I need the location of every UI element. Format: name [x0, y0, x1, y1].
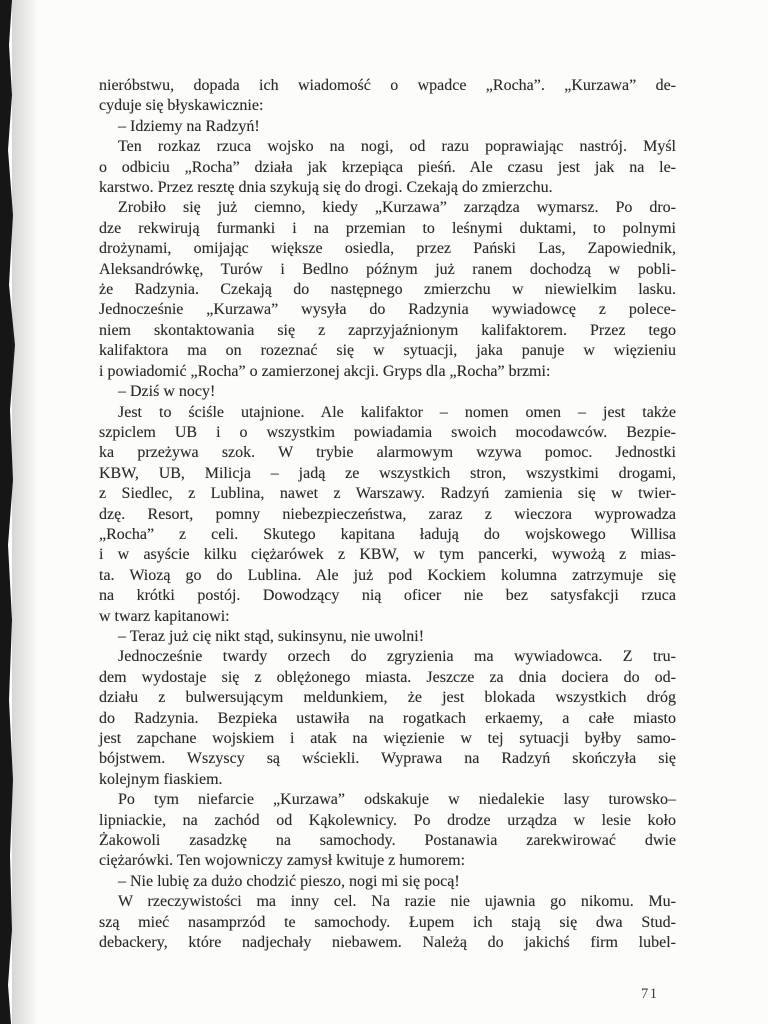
text-line: kolejnym fiaskiem.: [99, 770, 223, 788]
text-line: i powiadomić „Rocha” o zamierzonej akcji. Gryps dla „Rocha” brzmi:: [99, 362, 551, 380]
text-line: ciężarówki. Ten wojowniczy zamysł kwituje z humorem:: [99, 852, 466, 870]
text-line: – Teraz już cię nikt stąd, sukinsynu, nie uwolni!: [118, 627, 425, 645]
text-line: „Rocha” z celi. Skutego kapitana ładują do wojskowego Willisa: [99, 525, 676, 543]
text-line: W rzeczywistości ma inny cel. Na razie nie ujawnia go nikomu. Mu-: [118, 893, 676, 911]
text-line: dem wydostaje się z oblężonego miasta. Jeszcze za dnia dociera do od-: [99, 668, 676, 686]
text-line: w twarz kapitanowi:: [99, 607, 230, 625]
text-line: Jednocześnie twardy orzech do zgryzienia ma wywiadowca. Z tru-: [118, 648, 676, 666]
text-line: Aleksandrówkę, Turów i Bedlno późnym już ranem dochodzą w pobli-: [99, 260, 676, 278]
text-line: ta. Wiozą go do Lublina. Ale już pod Kockiem kolumna zatrzymuje się: [99, 566, 676, 584]
text-line: działu z bulwersującym meldunkiem, że jest blokada wszystkich dróg: [99, 689, 676, 707]
scan-edge-artifact: [0, 0, 18, 1024]
text-line: – Nie lubię za dużo chodzić pieszo, nogi mi się pocą!: [118, 872, 460, 890]
text-line: szpiclem UB i o wszystkim powiadamia swoich mocodawców. Bezpie-: [99, 423, 676, 441]
text-line: Jest to ściśle utajnione. Ale kalifaktor – nomen omen – jest także: [118, 403, 676, 421]
text-line: dzę. Resort, pomny niebezpieczeństwa, zaraz z wieczora wyprowadza: [99, 505, 676, 523]
text-line: Jednocześnie „Kurzawa” wysyła do Radzynia wywiadowcę z polece-: [99, 301, 676, 319]
text-line: że Radzynia. Czekają do następnego zmierzchu w niewielkim lasku.: [99, 281, 676, 299]
text-line: do Radzynia. Bezpieka ustawiła na rogatkach erkaemy, a całe miasto: [99, 709, 676, 727]
text-line: ka przeżywa szok. W trybie alarmowym wzywa pomoc. Jednostki: [99, 444, 676, 462]
text-line: Żakowoli zasadzkę na samochody. Postanawia zarekwirować dwie: [99, 832, 676, 850]
text-line: Po tym niefarcie „Kurzawa” odskakuje w niedalekie lasy turowsko–: [118, 791, 676, 809]
text-line: bójstwem. Wszyscy są wściekli. Wyprawa na Radzyń skończyła się: [99, 750, 676, 768]
text-line: na krótki postój. Dowodzący nią oficer nie bez satysfakcji rzuca: [99, 587, 676, 605]
text-line: KBW, UB, Milicja – jadą ze wszystkich stron, wszystkimi drogami,: [99, 464, 676, 482]
text-line: drożynami, omijając większe osiedla, przez Pański Las, Zapowiednik,: [99, 240, 676, 258]
text-line: jest zapchane wojskiem i atak na więzienie w tej sytuacji byłby samo-: [99, 730, 676, 747]
text-line: – Idziemy na Radzyń!: [118, 117, 260, 135]
text-line: – Dziś w nocy!: [118, 383, 216, 401]
text-line: Zrobiło się już ciemno, kiedy „Kurzawa” zarządza wymarsz. Po dro-: [118, 199, 676, 217]
text-line: o odbiciu „Rocha” działa jak krzepiąca pieśń. Ale czasu jest jak na le-: [99, 158, 676, 176]
text-line: kalifaktora ma on rozeznać się w sytuacji, jaka panuje w więzieniu: [99, 342, 676, 360]
text-line: karstwo. Przez resztę dnia szykują się do drogi. Czekają do zmierzchu.: [99, 179, 553, 197]
page-number: 71: [641, 986, 659, 1002]
text-line: debackery, które nadjechały niebawem. Należą do jakichś firm lubel-: [99, 934, 676, 952]
text-line: dze rekwirują furmanki i na przemian to leśnymi duktami, to polnymi: [99, 219, 676, 237]
text-line: nieróbstwu, dopada ich wiadomość o wpadce „Rocha”. „Kurzawa” de-: [99, 77, 676, 94]
text-line: niem skontaktowania się z zaprzyjaźnionym kalifaktorem. Przez tego: [99, 321, 676, 339]
text-line: z Siedlec, z Lublina, nawet z Warszawy. Radzyń zamienia się w twier-: [99, 485, 676, 503]
text-line: szą mieć nasamprzód te samochody. Łupem ich stają się dwa Stud-: [99, 913, 676, 931]
text-line: cyduje się błyskawicznie:: [99, 97, 264, 115]
text-line: lipniackie, na zachód od Kąkolewnicy. Po drodze urządza w lesie koło: [99, 811, 676, 829]
text-line: i w asyście kilku ciężarówek z KBW, w tym pancerki, wywożą z mias-: [99, 546, 676, 564]
body-text: [99, 76, 676, 953]
binding-shadow: [12, 0, 38, 1024]
text-line: Ten rozkaz rzuca wojsko na nogi, od razu poprawiając nastrój. Myśl: [118, 138, 676, 156]
